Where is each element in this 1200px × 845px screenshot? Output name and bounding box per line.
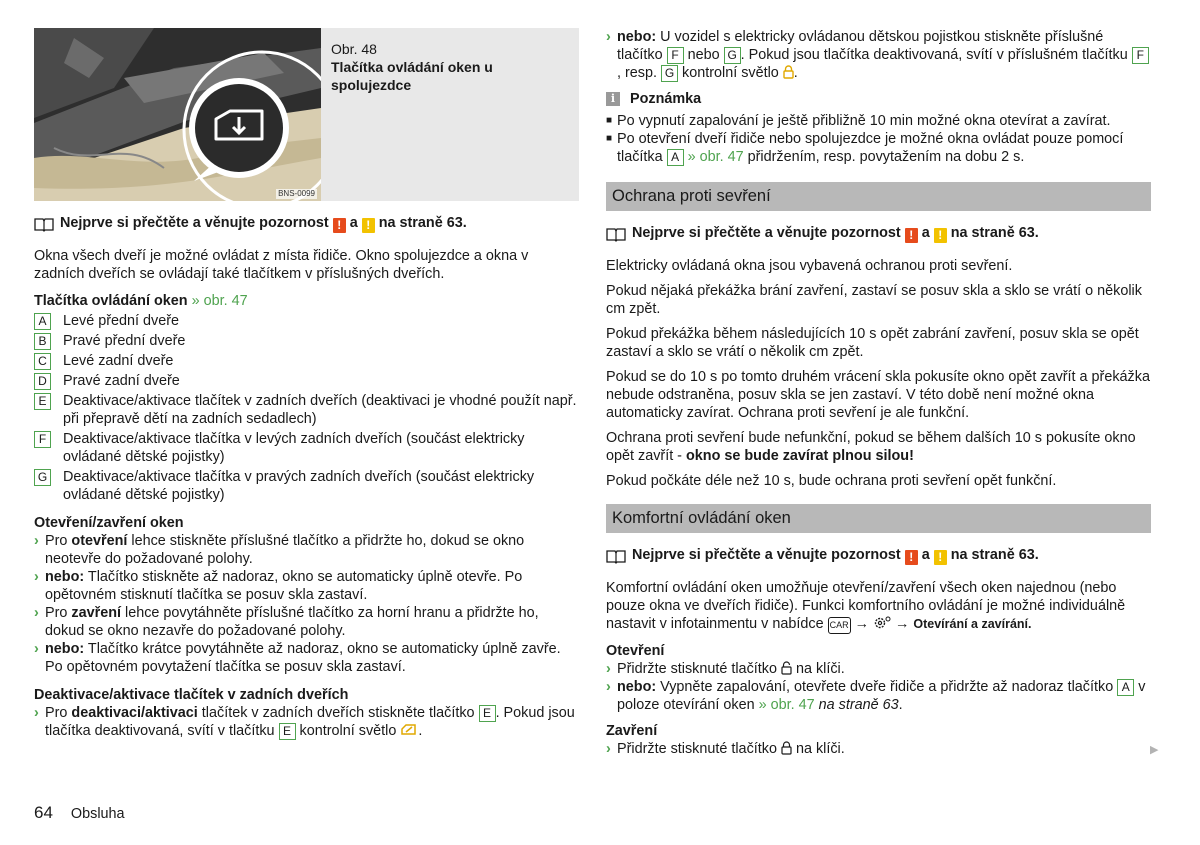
paragraph: Pokud počkáte déle než 10 s, bude ochrana proti sevření opět funkční.: [606, 473, 1057, 489]
list-item: [34, 372, 579, 390]
list-item: [34, 312, 579, 330]
read-first-text: Nejprve si přečtěte a věnujte pozornost: [60, 215, 329, 231]
warning-red-icon: !: [905, 550, 918, 565]
list-item: › nebo: Tlačítko krátce povytáhněte až nadoraz, okno se automaticky úplně zavře. Po opětovném povytažení tlačítka se posuv skla zastaví.: [34, 641, 561, 675]
bullet-arrow-icon: ›: [34, 605, 39, 621]
button-desc: Levé zadní dveře: [63, 353, 174, 369]
list-item: [34, 352, 579, 370]
key-e: E: [479, 705, 496, 722]
lock-key-icon: [781, 741, 792, 755]
button-desc: Deaktivace/aktivace tlačítka v pravých zadních dveřích (součást elektricky ovládané dětské pojistky): [63, 469, 535, 503]
bullet-arrow-icon: ›: [606, 29, 611, 45]
settings-icon: [873, 616, 891, 630]
bullet-arrow-icon: ›: [606, 741, 611, 757]
button-desc: Deaktivace/aktivace tlačítek v zadních dveřích (deaktivaci je vhodné použít např. při přepravě dětí na zadních sedadlech): [63, 393, 577, 427]
bullet-square-icon: ■: [606, 133, 613, 144]
unlock-key-icon: [781, 661, 792, 675]
open-close-heading: Otevření/zavření oken: [34, 515, 184, 531]
footer-section: Obsluha: [70, 806, 125, 822]
continue-arrow-icon: ▶: [1150, 744, 1159, 756]
paragraph: Pokud se do 10 s po tomto druhém vrácení skla pokusíte okno opět zavřít a překážka nebude odstraněna, posuv skla se jen zastaví. V této době není možné okna automaticky zavírat. Ochrana proti sevření je ale funkční.: [606, 369, 1150, 421]
button-desc: Pravé zadní dveře: [63, 373, 180, 389]
right-column: [606, 28, 1151, 758]
paragraph: Pokud nějaká překážka brání zavření, zastaví se posuv skla a sklo se vrátí o několik cm zpět.: [606, 283, 1142, 317]
list-item: › nebo: Vypněte zapalování, otevřete dveře řidiče a přidržte až nadoraz tlačítko A v poloze otevírání oken » obr. 47 na straně 63.: [606, 679, 1146, 713]
warning-red-icon: !: [905, 228, 918, 243]
list-item: [34, 392, 579, 428]
key-f: F: [667, 47, 684, 64]
button-desc: Deaktivace/aktivace tlačítka v levých zadních dveřích (součást elektricky ovládané dětské pojistky): [63, 431, 525, 465]
paragraph: Pokud překážka během následujících 10 s opět zabrání zavření, posuv skla se opět zastaví a sklo se vrátí o několik cm zpět.: [606, 326, 1139, 360]
bullet-arrow-icon: ›: [34, 641, 39, 657]
bullet-arrow-icon: ›: [34, 705, 39, 721]
paragraph: Elektricky ovládaná okna jsou vybavená ochranou proti sevření.: [606, 258, 1013, 274]
key-g: G: [34, 469, 51, 486]
figure-link[interactable]: » obr. 47: [687, 149, 744, 165]
bullet-arrow-icon: ›: [34, 533, 39, 549]
bullet-square-icon: ■: [606, 115, 613, 126]
key-f: F: [34, 431, 51, 448]
book-icon: [606, 226, 626, 242]
key-a: A: [667, 149, 684, 166]
list-item: [34, 332, 579, 350]
key-b: B: [34, 333, 51, 350]
bullet-arrow-icon: ›: [606, 661, 611, 677]
section-pinch-protection: Ochrana proti sevření: [606, 182, 1151, 211]
car-menu-icon: CAR: [828, 617, 851, 634]
warning-yellow-icon: !: [934, 228, 947, 243]
key-a: A: [34, 313, 51, 330]
list-item: › Přidržte stisknuté tlačítko na klíči.: [606, 661, 845, 677]
buttons-link[interactable]: » obr. 47: [191, 293, 248, 309]
button-desc: Levé přední dveře: [63, 313, 180, 329]
bullet-arrow-icon: ›: [34, 569, 39, 585]
key-e: E: [279, 723, 296, 740]
read-first-notice: Nejprve si přečtěte a věnujte pozornost ! a ! na straně 63.: [606, 224, 1151, 243]
figure-label: Obr. 48: [331, 41, 377, 57]
list-item: › nebo: U vozidel s elektricky ovládanou dětskou pojistkou stiskněte příslušné tlačítko F nebo G . Pokud jsou tlačítka deaktivovaná, svítí v příslušném tlačítku F, resp. G kontrolní světlo .: [606, 28, 1151, 82]
child-lock-light-icon: [400, 723, 418, 736]
list-item: [34, 468, 579, 504]
note-title: Poznámka: [630, 91, 702, 107]
list-item: › Přidržte stisknuté tlačítko na klíči.: [606, 741, 845, 757]
bullet-arrow-icon: ›: [606, 679, 611, 695]
buttons-heading: [34, 292, 579, 310]
page-number: 64: [34, 803, 53, 822]
read-first-page-ref: na straně 63.: [378, 215, 467, 231]
list-item: [34, 430, 579, 466]
key-e: E: [34, 393, 51, 410]
list-item: › Pro deaktivaci/aktivaci tlačítek v zadních dveřích stiskněte tlačítko E . Pokud jsou tlačítka deaktivovaná, svítí v tlačítku E kontrolní světlo .: [34, 705, 575, 739]
list-item: › nebo: Tlačítko stiskněte až nadoraz, okno se automaticky úplně otevře. Po opětovném stisknutí tlačítka se posuv skla zastaví.: [34, 569, 523, 603]
note-heading: [606, 90, 1151, 108]
buttons-list: [34, 312, 579, 504]
close-heading: Zavření: [606, 723, 658, 739]
warning-yellow-icon: !: [934, 550, 947, 565]
key-c: C: [34, 353, 51, 370]
deact-heading: Deaktivace/aktivace tlačítek v zadních dveřích: [34, 687, 349, 703]
list-item: ■ Po otevření dveří řidiče nebo spolujezdce je možné okna ovládat pouze pomocí tlačítka A » obr. 47 přidržením, resp. povytažením na dobu 2 s.: [606, 131, 1124, 165]
read-first-and: a: [349, 215, 358, 231]
read-first-notice: [34, 214, 579, 233]
key-g: G: [724, 47, 741, 64]
page-footer: [34, 804, 125, 823]
paragraph: Komfortní ovládání oken umožňuje otevření/zavření všech oken najednou (nebo pouze okna ve dveřích řidiče). Funkci komfortního ovládání je možné individuálně nastavit v infotainmentu v nabídce CAR → → Otevírání a zavírání.: [606, 580, 1126, 632]
key-a: A: [1117, 679, 1134, 696]
book-icon: [606, 548, 626, 564]
list-item: ■ Po vypnutí zapalování je ještě přibližně 10 min možné okna otevírat a zavírat.: [606, 113, 1111, 129]
lock-light-icon: [783, 65, 794, 79]
info-icon: i: [606, 92, 620, 106]
window-button-icon: [184, 73, 294, 183]
left-column: [34, 28, 579, 740]
figure-48: [34, 28, 579, 201]
intro-paragraph: Okna všech dveří je možné ovládat z místa řidiče. Okno spolujezdce a okna v zadních dveřích se ovládají také tlačítkem v příslušných dveřích.: [34, 248, 529, 282]
section-comfort-control: Komfortní ovládání oken: [606, 504, 1151, 533]
list-item: › Pro zavření lehce povytáhněte příslušné tlačítko za horní hranu a přidržte ho, dokud se okno nezavře do požadované polohy.: [34, 605, 539, 639]
key-d: D: [34, 373, 51, 390]
buttons-heading-text: Tlačítka ovládání oken: [34, 293, 188, 309]
figure-title: Tlačítka ovládání oken u spolujezdce: [331, 59, 493, 93]
book-icon: [34, 216, 54, 232]
figure-code: BNS-0099: [278, 189, 315, 198]
read-first-notice: Nejprve si přečtěte a věnujte pozornost ! a ! na straně 63.: [606, 546, 1151, 565]
figure-image: [34, 28, 321, 201]
open-close-list: [34, 532, 579, 676]
paragraph: Ochrana proti sevření bude nefunkční, pokud se během dalších 10 s pokusíte okno opět zavřít - okno se bude zavírat plnou silou!: [606, 430, 1136, 464]
warning-red-icon: !: [333, 218, 346, 233]
menu-item: Otevírání a zavírání.: [913, 617, 1032, 631]
open-heading: Otevření: [606, 643, 665, 659]
figure-caption: [321, 28, 579, 201]
key-g: G: [661, 65, 678, 82]
list-item: › Pro otevření lehce stiskněte příslušné tlačítko a přidržte ho, dokud se okno neotevře do požadované polohy.: [34, 533, 525, 567]
warning-yellow-icon: !: [362, 218, 375, 233]
figure-link[interactable]: » obr. 47: [758, 697, 815, 713]
button-desc: Pravé přední dveře: [63, 333, 186, 349]
key-f: F: [1132, 47, 1149, 64]
